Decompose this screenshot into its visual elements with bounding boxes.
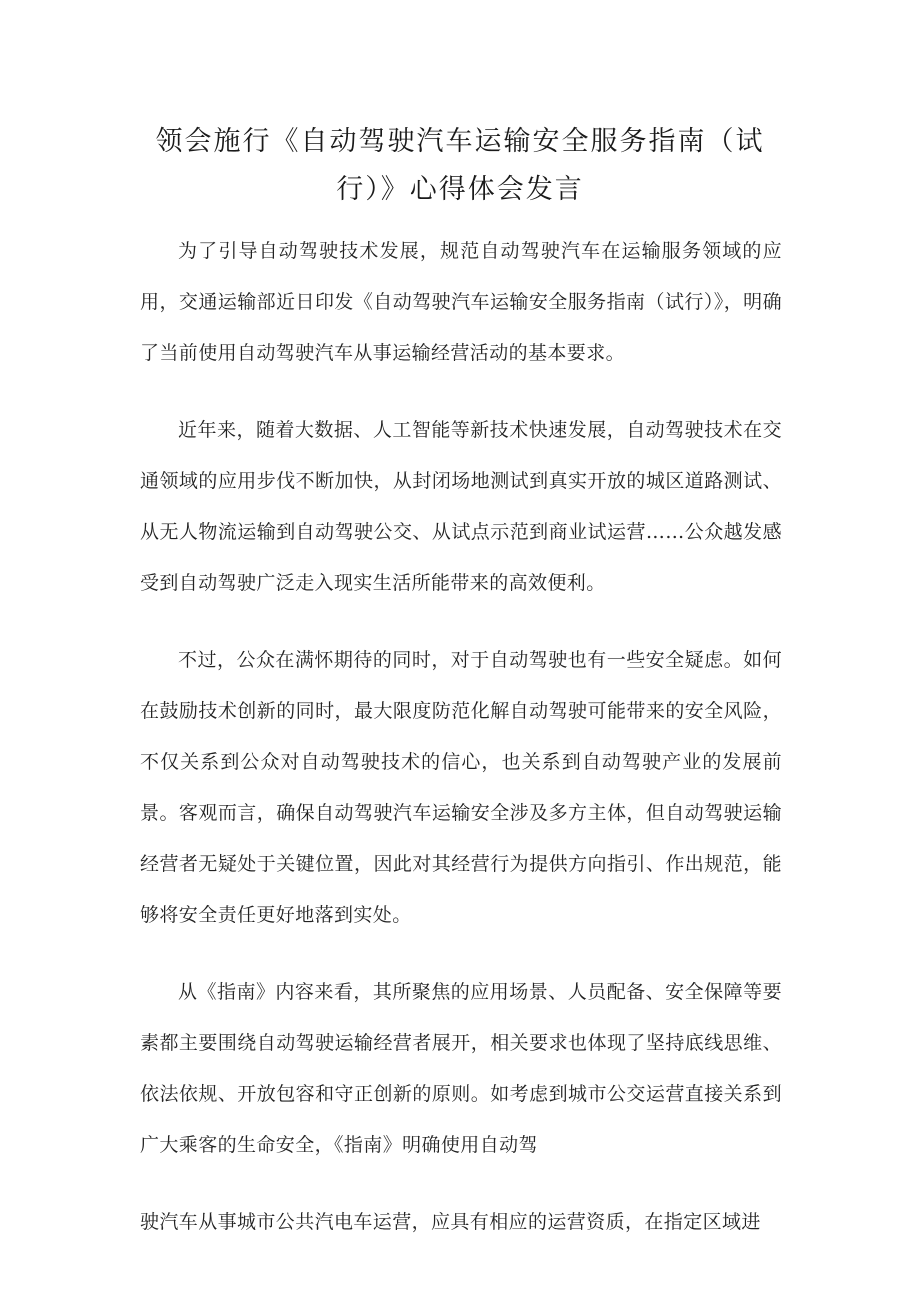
document-body — [140, 226, 782, 1274]
paragraph: 近年来，随着大数据、人工智能等新技术快速发展，自动驾驶技术在交通领域的应用步伐不断加快，从封闭场地测试到真实开放的城区道路测试、从无人物流运输到自动驾驶公交、从试点示范到商业试运营……公众越发感受到自动驾驶广泛走入现实生活所能带来的高效便利。 — [140, 419, 782, 594]
paragraph: 不过，公众在满怀期待的同时，对于自动驾驶也有一些安全疑虑。如何在鼓励技术创新的同时，最大限度防范化解自动驾驶可能带来的安全风险，不仅关系到公众对自动驾驶技术的信心，也关系到自动驾驶产业的发展前景。客观而言，确保自动驾驶汽车运输安全涉及多方主体，但自动驾驶运输经营者无疑处于关键位置，因此对其经营行为提供方向指引、作出规范，能够将安全责任更好地落到实处。 — [140, 649, 782, 926]
paragraph: 为了引导自动驾驶技术发展，规范自动驾驶汽车在运输服务领域的应用，交通运输部近日印发《自动驾驶汽车运输安全服务指南（试行）》，明确了当前使用自动驾驶汽车从事运输经营活动的基本要求。 — [140, 240, 782, 364]
paragraph: 从《指南》内容来看，其所聚焦的应用场景、人员配备、安全保障等要素都主要围绕自动驾驶运输经营者展开，相关要求也体现了坚持底线思维、依法依规、开放包容和守正创新的原则。如考虑到城市公交运营直接关系到广大乘客的生命安全，《指南》明确使用自动驾 — [140, 981, 782, 1156]
document-title: 领会施行《自动驾驶汽车运输安全服务指南（试行）》心得体会发言 — [155, 126, 765, 205]
paragraph-continued: 驶汽车从事城市公共汽电车运营，应具有相应的运营资质，在指定区域进 — [140, 1211, 761, 1233]
